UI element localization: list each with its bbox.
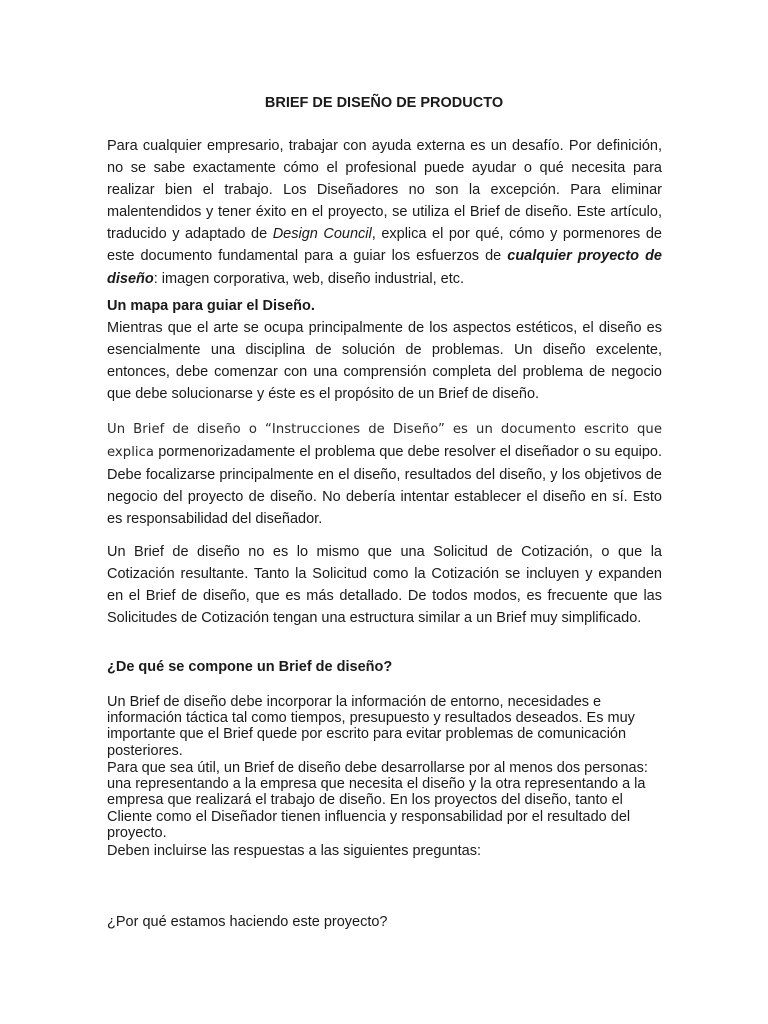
paragraph-preguntas-intro: Deben incluirse las respuestas a las siguientes preguntas: <box>107 843 481 859</box>
section-heading-composicion: ¿De qué se compone un Brief de diseño? <box>107 659 393 675</box>
brief-definition-rest: pormenorizadamente el problema que debe resolver el diseñador o su equipo. Debe focalizarse principalmente en el diseño, resultados del diseño, y los objetivos de negocio del proyecto de diseño. No debería intentar establecer el diseño en sí. Esto es responsabilidad del diseñador. <box>107 444 663 528</box>
intro-text-c: , explica el por qué, cómo y pormenores de este documento fundamental para a guiar los esfuerzos de <box>107 226 662 265</box>
brief-definition-first-line: Un Brief de diseño o “Instrucciones de Diseño” es un documento escrito que explica <box>107 422 662 461</box>
paragraph-brief-definition <box>107 418 662 530</box>
intro-text-a: Para cualquier empresario, trabajar con ayuda externa es un desafío. Por definición, no se sabe exactamente cómo el profesional puede ayudar o qué necesita para realizar bien el trabajo. Los Diseñadores no son la excepción. Para eliminar malentendidos y tener éxito en el proyecto, se utiliza el Brief de diseño. Este artículo, traducido y adaptado de <box>107 138 662 243</box>
intro-text-e: : imagen corporativa, web, diseño industrial, etc. <box>153 270 465 287</box>
intro-text-italic: Design Council <box>272 226 372 243</box>
paragraph-informacion: Un Brief de diseño debe incorporar la información de entorno, necesidades e información táctica tal como tiempos, presupuesto y resultados deseados. Es muy importante que el Brief quede por escrito para evitar problemas de comunicación posteriores. <box>107 694 635 759</box>
paragraph-personas: Para que sea útil, un Brief de diseño debe desarrollarse por al menos dos personas: una representando a la empresa que necesita el diseño y la otra representando a la empresa que realizará el trabajo de diseño. En los proyectos del diseño, tanto el Cliente como el Diseñador tienen influencia y responsabilidad por el resultado del proyecto. <box>107 760 648 841</box>
section-heading-mapa: Un mapa para guiar el Diseño. <box>107 298 315 314</box>
paragraph-solicitud: Un Brief de diseño no es lo mismo que una Solicitud de Cotización, o que la Cotización resultante. Tanto la Solicitud como la Cotización se incluyen y expanden en el Brief de diseño, que es más detallado. De todos modos, es frecuente que las Solicitudes de Cotización tengan una estructura similar a un Brief muy simplificado. <box>107 544 662 627</box>
document-title: BRIEF DE DISEÑO DE PRODUCTO <box>264 95 504 111</box>
intro-text-bold-italic: cualquier proyecto de diseño <box>107 248 662 287</box>
paragraph-mapa: Mientras que el arte se ocupa principalmente de los aspectos estéticos, el diseño es esencialmente una disciplina de solución de problemas. Un diseño excelente, entonces, debe comenzar con una comprensión completa del problema de negocio que debe solucionarse y éste es el propósito de un Brief de diseño. <box>107 320 662 403</box>
question-por-que: ¿Por qué estamos haciendo este proyecto? <box>107 914 388 930</box>
intro-paragraph <box>107 135 662 290</box>
